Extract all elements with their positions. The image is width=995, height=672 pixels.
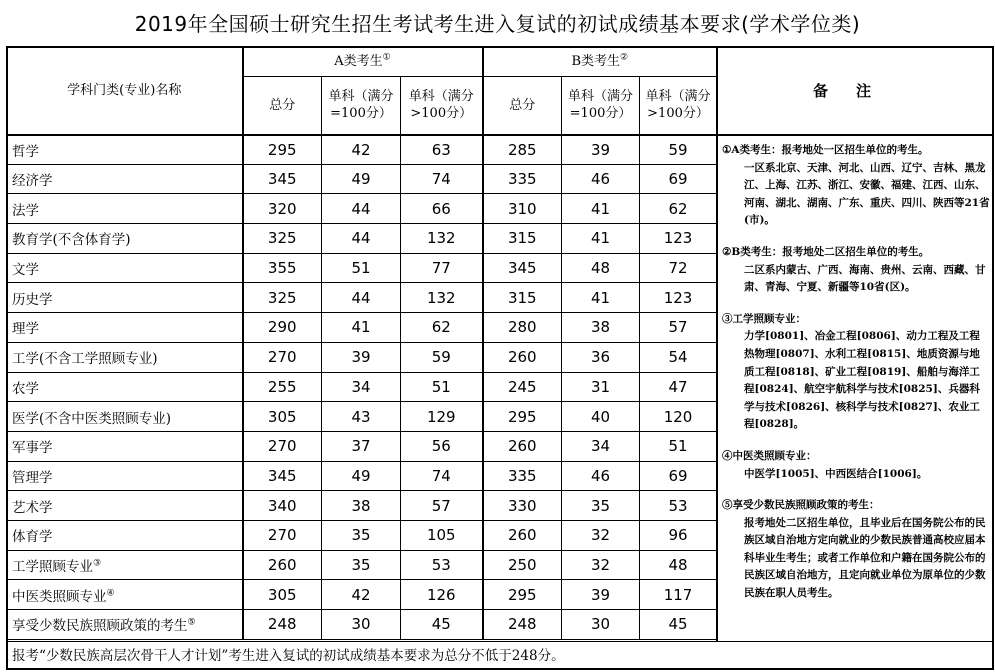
- subject-name: 哲学: [7, 135, 243, 165]
- a-score-cell: 74: [401, 461, 483, 491]
- a-score-cell: 74: [401, 164, 483, 194]
- b-score-cell: 248: [483, 610, 562, 640]
- b-score-cell: 260: [483, 431, 562, 461]
- table-row: [7, 461, 717, 491]
- a-score-cell: 305: [243, 580, 322, 610]
- b-score-cell: 32: [562, 520, 640, 550]
- a-score-cell: 38: [322, 491, 401, 521]
- subject-name: 艺术学: [7, 491, 243, 521]
- b-score-cell: 310: [483, 194, 562, 224]
- subject-name: 教育学(不含体育学): [7, 224, 243, 254]
- subject-name: 文学: [7, 253, 243, 283]
- a-score-cell: 295: [243, 135, 322, 165]
- b-score-cell: 295: [483, 580, 562, 610]
- a-score-cell: 132: [401, 224, 483, 254]
- b-score-cell: 54: [640, 342, 717, 372]
- b-total-header: 总分: [483, 77, 562, 135]
- subject-name: 理学: [7, 313, 243, 343]
- subject-name: 农学: [7, 372, 243, 402]
- note-1-body: 一区系北京、天津、河北、山西、辽宁、吉林、黑龙江、上海、江苏、浙江、安徽、福建、江西、山东、河南、湖北、湖南、广东、重庆、四川、陕西等21省(市)。: [744, 161, 990, 227]
- b-score-cell: 123: [640, 224, 717, 254]
- footer-note: 报考“少数民族高层次骨干人才计划”考生进入复试的初试成绩基本要求为总分不低于248分。: [6, 641, 994, 670]
- b-score-cell: 315: [483, 283, 562, 313]
- table-row: [7, 431, 717, 461]
- score-table: [6, 46, 717, 640]
- b-score-cell: 41: [562, 194, 640, 224]
- subject-name: 中医类照顾专业④: [7, 580, 243, 610]
- a-score-cell: 305: [243, 402, 322, 432]
- a-score-cell: 260: [243, 550, 322, 580]
- table-row: [7, 550, 717, 580]
- a-score-cell: 63: [401, 135, 483, 165]
- a-single-100-header: 单科（满分 =100分）: [322, 77, 401, 135]
- b-score-cell: 120: [640, 402, 717, 432]
- note-4-title: ④中医类照顾专业：: [722, 449, 817, 462]
- notes-panel: [716, 46, 994, 641]
- b-score-cell: 62: [640, 194, 717, 224]
- table-row: [7, 372, 717, 402]
- a-score-cell: 255: [243, 372, 322, 402]
- a-score-cell: 51: [401, 372, 483, 402]
- subject-name: 经济学: [7, 164, 243, 194]
- subject-name: 历史学: [7, 283, 243, 313]
- b-score-cell: 39: [562, 135, 640, 165]
- a-score-cell: 39: [322, 342, 401, 372]
- note-5-body: 报考地处二区招生单位，且毕业后在国务院公布的民族区域自治地方定向就业的少数民族普通高校应届本科毕业生考生；或者工作单位和户籍在国务院公布的民族区域自治地方，且定向就业单位为原单位的少数民族在职人员考生。: [744, 516, 986, 600]
- subject-header: 学科门类(专业)名称: [7, 47, 243, 135]
- b-score-cell: 32: [562, 550, 640, 580]
- b-score-cell: 47: [640, 372, 717, 402]
- b-score-cell: 48: [640, 550, 717, 580]
- b-score-cell: 260: [483, 342, 562, 372]
- subject-name: 军事学: [7, 431, 243, 461]
- b-score-cell: 260: [483, 520, 562, 550]
- a-score-cell: 248: [243, 610, 322, 640]
- b-score-cell: 315: [483, 224, 562, 254]
- b-score-cell: 36: [562, 342, 640, 372]
- a-total-header: 总分: [243, 77, 322, 135]
- a-score-cell: 129: [401, 402, 483, 432]
- note-5-title: ⑤享受少数民族照顾政策的考生：: [722, 499, 880, 512]
- b-score-cell: 335: [483, 164, 562, 194]
- b-score-cell: 96: [640, 520, 717, 550]
- table-row: [7, 580, 717, 610]
- a-score-cell: 42: [322, 135, 401, 165]
- a-score-cell: 53: [401, 550, 483, 580]
- a-score-cell: 62: [401, 313, 483, 343]
- table-row: [7, 164, 717, 194]
- a-score-cell: 44: [322, 224, 401, 254]
- a-score-cell: 35: [322, 550, 401, 580]
- a-score-cell: 320: [243, 194, 322, 224]
- a-score-cell: 59: [401, 342, 483, 372]
- b-score-cell: 41: [562, 224, 640, 254]
- a-score-cell: 270: [243, 520, 322, 550]
- table-row: [7, 491, 717, 521]
- b-score-cell: 53: [640, 491, 717, 521]
- a-score-cell: 45: [401, 610, 483, 640]
- note-3-body: 力学[0801]、冶金工程[0806]、动力工程及工程热物理[0807]、水利工程[0815]、地质资源与地质工程[0818]、矿业工程[0819]、船舶与海洋工程[0824]、航空宇航科学与技术[0825]、兵器科学与技术[0826]、核科学与技术[0827]、农业工程[0828]。: [744, 330, 980, 431]
- table-row: [7, 520, 717, 550]
- b-score-cell: 69: [640, 164, 717, 194]
- a-score-cell: 44: [322, 283, 401, 313]
- a-score-cell: 43: [322, 402, 401, 432]
- table-row: [7, 342, 717, 372]
- b-score-cell: 123: [640, 283, 717, 313]
- subject-name: 体育学: [7, 520, 243, 550]
- b-score-cell: 285: [483, 135, 562, 165]
- group-a-header: A类考生①: [243, 47, 483, 77]
- table-row: [7, 224, 717, 254]
- b-single-gt-header: 单科（满分 >100分）: [640, 77, 717, 135]
- b-score-cell: 34: [562, 431, 640, 461]
- subject-name: 医学(不含中医类照顾专业): [7, 402, 243, 432]
- notes-header: 备注: [718, 46, 994, 136]
- subject-name: 工学照顾专业③: [7, 550, 243, 580]
- b-score-cell: 46: [562, 461, 640, 491]
- a-score-cell: 35: [322, 520, 401, 550]
- b-score-cell: 59: [640, 135, 717, 165]
- a-score-cell: 345: [243, 164, 322, 194]
- a-score-cell: 49: [322, 461, 401, 491]
- b-single-100-header: 单科（满分 =100分）: [562, 77, 640, 135]
- a-score-cell: 57: [401, 491, 483, 521]
- a-score-cell: 132: [401, 283, 483, 313]
- b-score-cell: 31: [562, 372, 640, 402]
- table-row: [7, 135, 717, 165]
- table-row: [7, 283, 717, 313]
- a-score-cell: 51: [322, 253, 401, 283]
- subject-name: 管理学: [7, 461, 243, 491]
- a-single-gt-header: 单科（满分 >100分）: [401, 77, 483, 135]
- note-3-title: ③工学照顾专业：: [722, 312, 806, 325]
- a-score-cell: 66: [401, 194, 483, 224]
- a-score-cell: 355: [243, 253, 322, 283]
- group-b-header: B类考生②: [483, 47, 717, 77]
- b-score-cell: 38: [562, 313, 640, 343]
- table-row: [7, 610, 717, 640]
- b-score-cell: 41: [562, 283, 640, 313]
- b-score-cell: 295: [483, 402, 562, 432]
- subject-name: 工学(不含工学照顾专业): [7, 342, 243, 372]
- a-score-cell: 340: [243, 491, 322, 521]
- b-score-cell: 330: [483, 491, 562, 521]
- page-title: 2019年全国硕士研究生招生考试考生进入复试的初试成绩基本要求(学术学位类): [134, 12, 861, 36]
- a-score-cell: 56: [401, 431, 483, 461]
- note-2-title: ②B类考生：报考地处二区招生单位的考生。: [722, 245, 930, 258]
- note-2-body: 二区系内蒙古、广西、海南、贵州、云南、西藏、甘肃、青海、宁夏、新疆等10省(区)。: [744, 263, 986, 294]
- note-1-title: ①A类考生：报考地处一区招生单位的考生。: [722, 144, 929, 156]
- a-score-cell: 41: [322, 313, 401, 343]
- b-score-cell: 345: [483, 253, 562, 283]
- a-score-cell: 270: [243, 431, 322, 461]
- a-score-cell: 270: [243, 342, 322, 372]
- b-score-cell: 40: [562, 402, 640, 432]
- b-score-cell: 39: [562, 580, 640, 610]
- a-score-cell: 290: [243, 313, 322, 343]
- a-score-cell: 126: [401, 580, 483, 610]
- table-row: [7, 253, 717, 283]
- b-score-cell: 48: [562, 253, 640, 283]
- b-score-cell: 35: [562, 491, 640, 521]
- b-score-cell: 335: [483, 461, 562, 491]
- a-score-cell: 77: [401, 253, 483, 283]
- b-score-cell: 30: [562, 610, 640, 640]
- a-score-cell: 325: [243, 283, 322, 313]
- subject-name: 法学: [7, 194, 243, 224]
- a-score-cell: 325: [243, 224, 322, 254]
- a-score-cell: 42: [322, 580, 401, 610]
- b-score-cell: 245: [483, 372, 562, 402]
- a-score-cell: 49: [322, 164, 401, 194]
- subject-name: 享受少数民族照顾政策的考生⑤: [7, 610, 243, 640]
- a-score-cell: 345: [243, 461, 322, 491]
- a-score-cell: 105: [401, 520, 483, 550]
- b-score-cell: 57: [640, 313, 717, 343]
- b-score-cell: 69: [640, 461, 717, 491]
- table-row: [7, 402, 717, 432]
- note-4-body: 中医学[1005]、中西医结合[1006]。: [744, 467, 928, 480]
- b-score-cell: 250: [483, 550, 562, 580]
- table-row: [7, 313, 717, 343]
- b-score-cell: 117: [640, 580, 717, 610]
- b-score-cell: 280: [483, 313, 562, 343]
- b-score-cell: 45: [640, 610, 717, 640]
- a-score-cell: 37: [322, 431, 401, 461]
- b-score-cell: 46: [562, 164, 640, 194]
- a-score-cell: 30: [322, 610, 401, 640]
- b-score-cell: 72: [640, 253, 717, 283]
- table-row: [7, 194, 717, 224]
- b-score-cell: 51: [640, 431, 717, 461]
- a-score-cell: 34: [322, 372, 401, 402]
- a-score-cell: 44: [322, 194, 401, 224]
